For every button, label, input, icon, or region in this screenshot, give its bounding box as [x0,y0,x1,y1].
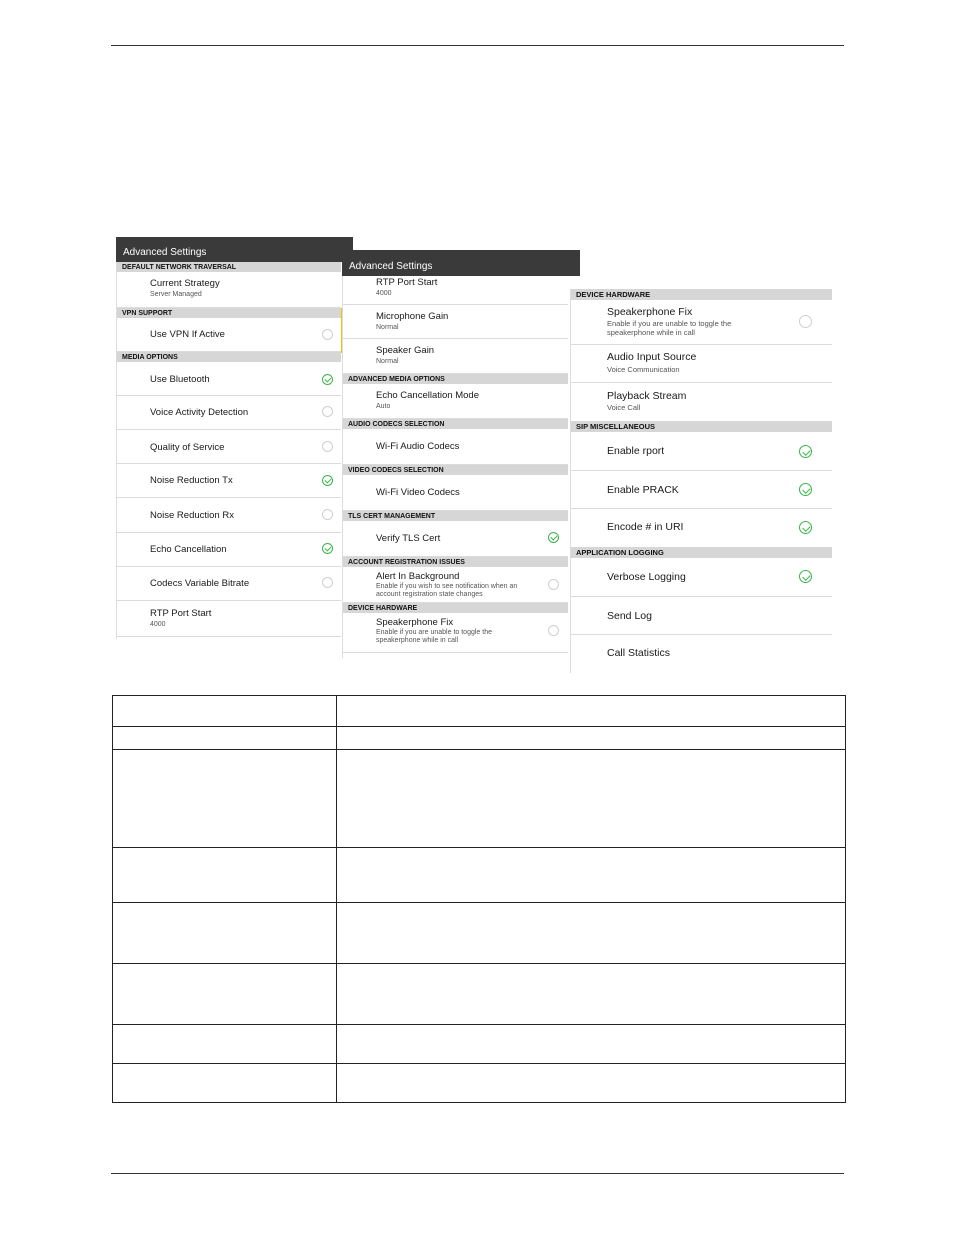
table-cell [113,696,337,727]
setting-label: Use Bluetooth [150,374,210,385]
checkbox-icon[interactable] [322,329,333,340]
setting-label: Current Strategy [150,278,220,289]
checkbox-icon[interactable] [322,441,333,452]
setting-label: Playback Stream [607,390,687,402]
setting-label: Speakerphone Fix [607,306,693,318]
section-video-codecs-selection: VIDEO CODECS SELECTION [342,465,568,475]
setting-label: RTP Port Start [150,608,212,619]
section-advanced-media-options: ADVANCED MEDIA OPTIONS [342,374,568,384]
setting-label: Speaker Gain [376,345,435,356]
table-cell [113,1064,337,1103]
setting-description: Enable if you are unable to toggle the [376,629,492,636]
panel-title: Advanced Settings [342,250,580,276]
checked-icon[interactable] [548,532,559,543]
setting-label: Codecs Variable Bitrate [150,578,250,589]
setting-audio-input-source[interactable] [570,345,832,383]
section-device-hardware: DEVICE HARDWARE [570,289,832,300]
setting-quality-of-service[interactable] [116,430,341,464]
setting-label: Noise Reduction Rx [150,510,234,521]
setting-value: Voice Call [607,403,641,412]
section-default-network-traversal: DEFAULT NETWORK TRAVERSAL [116,262,341,272]
setting-playback-stream[interactable] [570,383,832,421]
setting-value: Server Managed [150,291,202,298]
setting-use-bluetooth[interactable] [116,362,341,396]
checkbox-icon[interactable] [322,509,333,520]
checked-icon[interactable] [322,543,333,554]
setting-encode-hash-in-uri[interactable] [570,509,832,547]
setting-wifi-audio-codecs[interactable] [342,429,568,465]
setting-noise-reduction-tx[interactable] [116,464,341,498]
setting-value: Normal [376,358,399,365]
setting-call-statistics[interactable] [570,635,832,673]
setting-speakerphone-fix[interactable] [570,300,832,345]
setting-description: Enable if you are unable to toggle the [607,319,732,328]
section-account-registration-issues: ACCOUNT REGISTRATION ISSUES [342,557,568,567]
header-rule [111,45,844,46]
setting-codecs-variable-bitrate[interactable] [116,567,341,601]
setting-wifi-video-codecs[interactable] [342,475,568,511]
advanced-settings-panel-3 [570,289,832,673]
setting-rtp-port-start[interactable] [342,276,568,305]
setting-value: 4000 [150,621,166,628]
section-media-options: MEDIA OPTIONS [116,352,341,362]
section-sip-miscellaneous: SIP MISCELLANEOUS [570,421,832,432]
table-row [113,848,846,903]
checked-icon[interactable] [322,374,333,385]
setting-value: Normal [376,324,399,331]
checkbox-icon[interactable] [548,625,559,636]
table-cell [337,964,846,1025]
checkbox-icon[interactable] [799,315,812,328]
setting-echo-cancellation[interactable] [116,533,341,567]
setting-description: account registration state changes [376,591,483,598]
setting-noise-reduction-rx[interactable] [116,498,341,533]
setting-label: Send Log [607,610,652,622]
setting-description: Enable if you wish to see notification when an [376,583,518,590]
setting-label: RTP Port Start [376,277,438,288]
section-vpn-support: VPN SUPPORT [116,308,341,318]
table-row [113,750,846,848]
setting-rtp-port-start[interactable] [116,601,341,637]
table-cell [113,964,337,1025]
checked-icon[interactable] [799,445,812,458]
setting-label: Wi-Fi Audio Codecs [376,441,460,452]
table-cell [337,696,846,727]
table-cell [337,727,846,750]
setting-voice-activity-detection[interactable] [116,396,341,430]
table-cell [337,750,846,848]
table-row [113,1025,846,1064]
section-audio-codecs-selection: AUDIO CODECS SELECTION [342,419,568,429]
panel-title: Advanced Settings [116,237,353,262]
setting-value: 4000 [376,290,392,297]
checkbox-icon[interactable] [322,577,333,588]
table-row [113,964,846,1025]
setting-value: Auto [376,403,391,410]
setting-label: Quality of Service [150,442,225,453]
setting-label: Microphone Gain [376,311,449,322]
footer-rule [111,1173,844,1174]
table-cell [113,750,337,848]
checked-icon[interactable] [799,483,812,496]
setting-verify-tls-cert[interactable] [342,521,568,557]
setting-label: Voice Activity Detection [150,407,249,418]
advanced-settings-panel-1 [116,237,353,639]
table-cell [337,1025,846,1064]
setting-label: Enable PRACK [607,484,679,496]
setting-enable-rport[interactable] [570,432,832,471]
table-cell [337,848,846,903]
settings-description-table [112,695,846,1103]
section-tls-cert-management: TLS CERT MANAGEMENT [342,511,568,521]
setting-label: Verbose Logging [607,571,686,583]
table-cell [113,727,337,750]
setting-label: Enable rport [607,445,665,457]
setting-label: Verify TLS Cert [376,533,441,544]
setting-label: Noise Reduction Tx [150,475,233,486]
checkbox-icon[interactable] [548,579,559,590]
checked-icon[interactable] [799,570,812,583]
section-application-logging: APPLICATION LOGGING [570,547,832,558]
setting-use-vpn[interactable] [116,318,341,352]
section-device-hardware: DEVICE HARDWARE [342,603,568,613]
table-row [113,696,846,727]
setting-send-log[interactable] [570,597,832,635]
setting-label: Encode # in URI [607,521,684,533]
table-row [113,1064,846,1103]
setting-label: Alert In Background [376,571,460,582]
table-cell [337,903,846,964]
setting-label: Audio Input Source [607,351,697,363]
setting-label: Call Statistics [607,647,671,659]
table-cell [113,903,337,964]
setting-label: Echo Cancellation [150,544,227,555]
table-cell [337,1064,846,1103]
setting-speakerphone-fix[interactable] [342,613,568,653]
setting-label: Speakerphone Fix [376,617,454,628]
setting-alert-in-background[interactable] [342,567,568,603]
checked-icon[interactable] [322,475,333,486]
setting-echo-cancellation-mode[interactable] [342,384,568,419]
setting-description: speakerphone while in call [376,637,459,644]
setting-description: speakerphone while in call [607,328,695,337]
setting-value: Voice Communication [607,365,680,374]
setting-verbose-logging[interactable] [570,558,832,597]
advanced-settings-panel-2 [342,250,580,658]
setting-label: Use VPN If Active [150,329,225,340]
setting-label: Echo Cancellation Mode [376,390,479,401]
setting-speaker-gain[interactable] [342,339,568,374]
checkbox-icon[interactable] [322,406,333,417]
table-cell [113,848,337,903]
setting-microphone-gain[interactable] [342,305,568,339]
table-row [113,903,846,964]
table-row [113,727,846,750]
setting-label: Wi-Fi Video Codecs [376,487,460,498]
setting-current-strategy[interactable] [116,272,341,308]
checked-icon[interactable] [799,521,812,534]
setting-enable-prack[interactable] [570,471,832,509]
table-cell [113,1025,337,1064]
